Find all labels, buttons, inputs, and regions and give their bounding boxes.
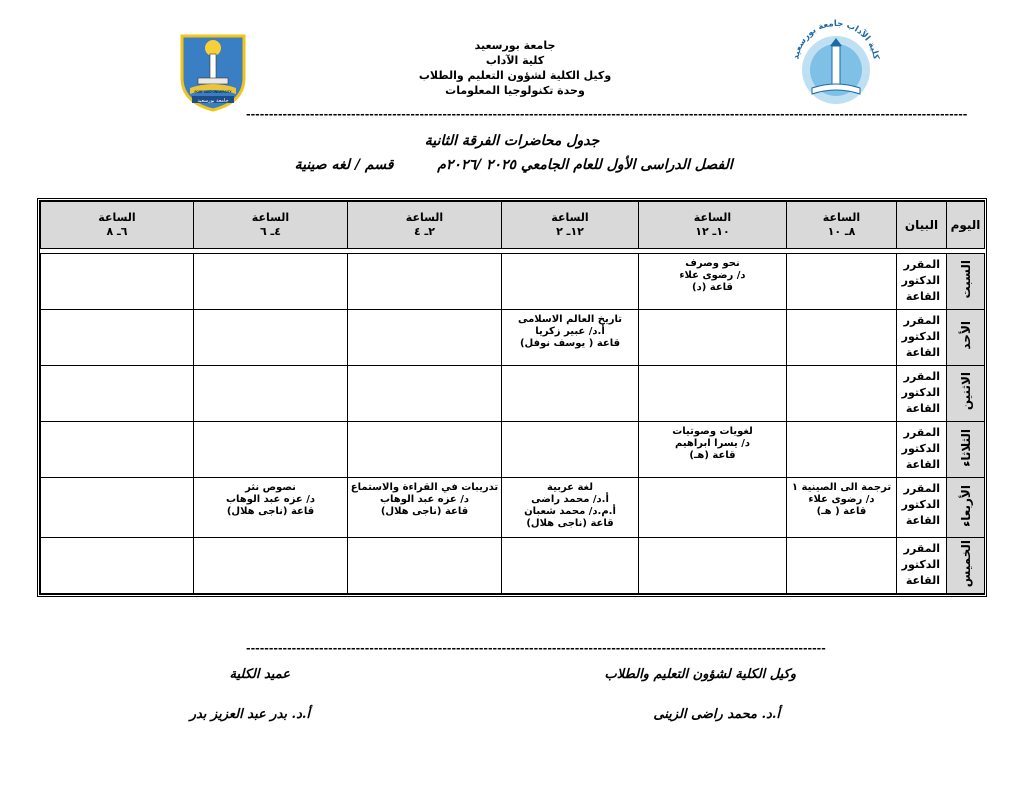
field-label: الدكتور — [901, 330, 940, 343]
hour-header: الساعة ٤ـ ٦ — [194, 202, 348, 249]
field-labels — [897, 310, 947, 366]
schedule-cell — [787, 422, 897, 478]
schedule-cell — [348, 538, 502, 594]
day-column-header: اليوم — [947, 202, 985, 249]
hour-header: الساعة ٢ـ ٤ — [348, 202, 502, 249]
cell-line: لغويات وصوتيات — [672, 426, 753, 437]
day-name: الاثنين — [958, 372, 973, 411]
field-label: المقرر — [903, 542, 940, 555]
vice-dean-title: وكيل الكلية لشؤون التعليم والطلاب — [604, 667, 796, 682]
field-label: القاعة — [905, 458, 940, 471]
field-label: الدكتور — [901, 498, 940, 511]
schedule-cell — [348, 478, 502, 538]
cell-line: قاعة ( يوسف نوفل) — [519, 338, 621, 349]
field-labels — [897, 254, 947, 310]
field-labels — [897, 478, 947, 538]
schedule-table — [40, 201, 985, 594]
table-row — [41, 254, 985, 310]
field-label: القاعة — [905, 290, 940, 303]
schedule-cell — [348, 254, 502, 310]
hour-header: الساعة ٦ـ ٨ — [41, 202, 194, 249]
field-label: المقرر — [903, 314, 940, 327]
schedule-cell — [787, 366, 897, 422]
vice-dean-office: وكيل الكلية لشؤون التعليم والطلاب — [418, 69, 612, 82]
day-label — [947, 538, 985, 594]
schedule-title: جدول محاضرات الفرقة الثانية — [424, 133, 600, 149]
schedule-cell — [639, 366, 787, 422]
hour-header: الساعة ٨ـ ١٠ — [787, 202, 897, 249]
cell-line: أ.د/ محمد راضى — [531, 494, 609, 505]
table-row — [41, 478, 985, 538]
cell-line: نحو وصرف — [685, 258, 740, 269]
table-row — [41, 538, 985, 594]
cell-line: د/ رضوى علاء — [679, 270, 746, 281]
field-labels — [897, 366, 947, 422]
day-name: الثلاثاء — [958, 428, 973, 467]
hour-header: الساعة ١٢ـ ٢ — [502, 202, 639, 249]
schedule-cell — [194, 310, 348, 366]
cell-line: قاعة (ناجى هلال) — [526, 518, 614, 529]
cell-line: أ.م.د/ محمد شعبان — [524, 506, 616, 517]
dean-title: عميد الكلية — [229, 667, 290, 682]
logo-caption: جامعة بورسعيد — [197, 98, 229, 104]
day-name: الأحد — [958, 321, 973, 350]
field-label: القاعة — [905, 574, 940, 587]
day-label — [947, 254, 985, 310]
schedule-cell — [639, 422, 787, 478]
field-labels — [897, 422, 947, 478]
cell-line: قاعة (ناجى هلال) — [226, 506, 315, 517]
cell-line: قاعة (هـ) — [689, 450, 736, 461]
schedule-cell — [502, 254, 639, 310]
field-label: القاعة — [905, 402, 940, 415]
schedule-cell — [502, 538, 639, 594]
field-labels — [897, 538, 947, 594]
cell-line: د/ رضوى علاء — [808, 494, 875, 505]
field-label: المقرر — [903, 258, 940, 271]
cell-line: نصوص نثر — [245, 482, 296, 493]
schedule-cell — [194, 422, 348, 478]
table-row — [41, 422, 985, 478]
day-label — [947, 422, 985, 478]
schedule-cell — [348, 366, 502, 422]
schedule-cell — [787, 478, 897, 538]
schedule-cell — [639, 538, 787, 594]
schedule-cell — [502, 310, 639, 366]
schedule-cell — [41, 422, 194, 478]
field-label: المقرر — [903, 482, 940, 495]
cell-line: تاريخ العالم الاسلامى — [518, 314, 622, 325]
field-label: الدكتور — [901, 274, 940, 287]
cell-line: قاعة (ناجى هلال) — [380, 506, 469, 517]
schedule-cell — [502, 366, 639, 422]
schedule-cell — [639, 478, 787, 538]
cell-line: لغة عربية — [547, 482, 593, 493]
institution-header — [360, 38, 670, 98]
schedule-cell — [348, 310, 502, 366]
faculty-logo — [788, 18, 884, 110]
schedule-cell — [348, 422, 502, 478]
university-logo — [176, 32, 250, 112]
schedule-cell — [41, 478, 194, 538]
schedule-cell — [41, 366, 194, 422]
schedule-cell — [194, 254, 348, 310]
vice-dean-name: أ.د. محمد راضى الزينى — [653, 707, 780, 722]
schedule-cell — [41, 310, 194, 366]
day-name: الخميس — [958, 539, 973, 588]
day-label — [947, 478, 985, 538]
university-name: جامعة بورسعيد — [474, 39, 556, 52]
field-label: المقرر — [903, 426, 940, 439]
schedule-cell — [787, 310, 897, 366]
cell-line: ترجمة الى الصينية ١ — [791, 482, 892, 493]
schedule-cell — [194, 538, 348, 594]
schedule-cell — [639, 310, 787, 366]
schedule-cell — [502, 478, 639, 538]
cell-line: د/ عزه عبد الوهاب — [225, 494, 316, 505]
field-label: الدكتور — [901, 386, 940, 399]
logo-caption-en: PORT SAID UNIVERSITY — [194, 90, 232, 94]
cell-line: تدريبات في القراءة والاستماع — [350, 482, 499, 493]
day-name: الأربعاء — [958, 484, 973, 527]
field-label: الدكتور — [901, 442, 940, 455]
logo-arc-caption: كلية الآداب جامعة بورسعيد — [791, 18, 881, 61]
schedule-cell — [194, 478, 348, 538]
cell-line: د/ يسرا ابراهيم — [674, 438, 750, 449]
day-label — [947, 366, 985, 422]
field-label: القاعة — [905, 514, 940, 527]
dean-name: أ.د. بدر عبد العزيز بدر — [189, 707, 310, 722]
footer-divider: ------------------------------------------------------------------------------------------------------------------------------- — [246, 642, 826, 655]
cell-line: د/ عزه عبد الوهاب — [379, 494, 470, 505]
it-unit: وحدة تكنولوجيا المعلومات — [445, 84, 585, 97]
day-label — [947, 310, 985, 366]
table-row — [41, 310, 985, 366]
field-label: المقرر — [903, 370, 940, 383]
field-label: القاعة — [905, 346, 940, 359]
header-row — [41, 202, 985, 249]
day-name: السبت — [958, 260, 973, 299]
schedule-cell — [502, 422, 639, 478]
schedule-cell — [41, 538, 194, 594]
schedule-cell — [787, 254, 897, 310]
semester-title: الفصل الدراسى الأول للعام الجامعي ٢٠٢٥ /٢٠٢٦م — [437, 157, 733, 173]
schedule-cell — [787, 538, 897, 594]
department-title: قسم / لغه صينية — [294, 157, 394, 173]
table-row — [41, 366, 985, 422]
hour-header: الساعة ١٠ـ ١٢ — [639, 202, 787, 249]
cell-line: أ.د/ عبير زكريا — [535, 326, 605, 337]
schedule-cell — [194, 366, 348, 422]
faculty-name: كلية الآداب — [485, 54, 545, 67]
fields-column-header: البيان — [897, 202, 947, 249]
cell-line: قاعة (د) — [692, 282, 733, 293]
schedule-cell — [41, 254, 194, 310]
cell-line: قاعة ( هـ) — [816, 506, 867, 517]
header-divider: -------------------------------------------------------------------------------------------------------------------------------------------------------------- — [246, 108, 968, 121]
field-label: الدكتور — [901, 558, 940, 571]
schedule-cell — [639, 254, 787, 310]
